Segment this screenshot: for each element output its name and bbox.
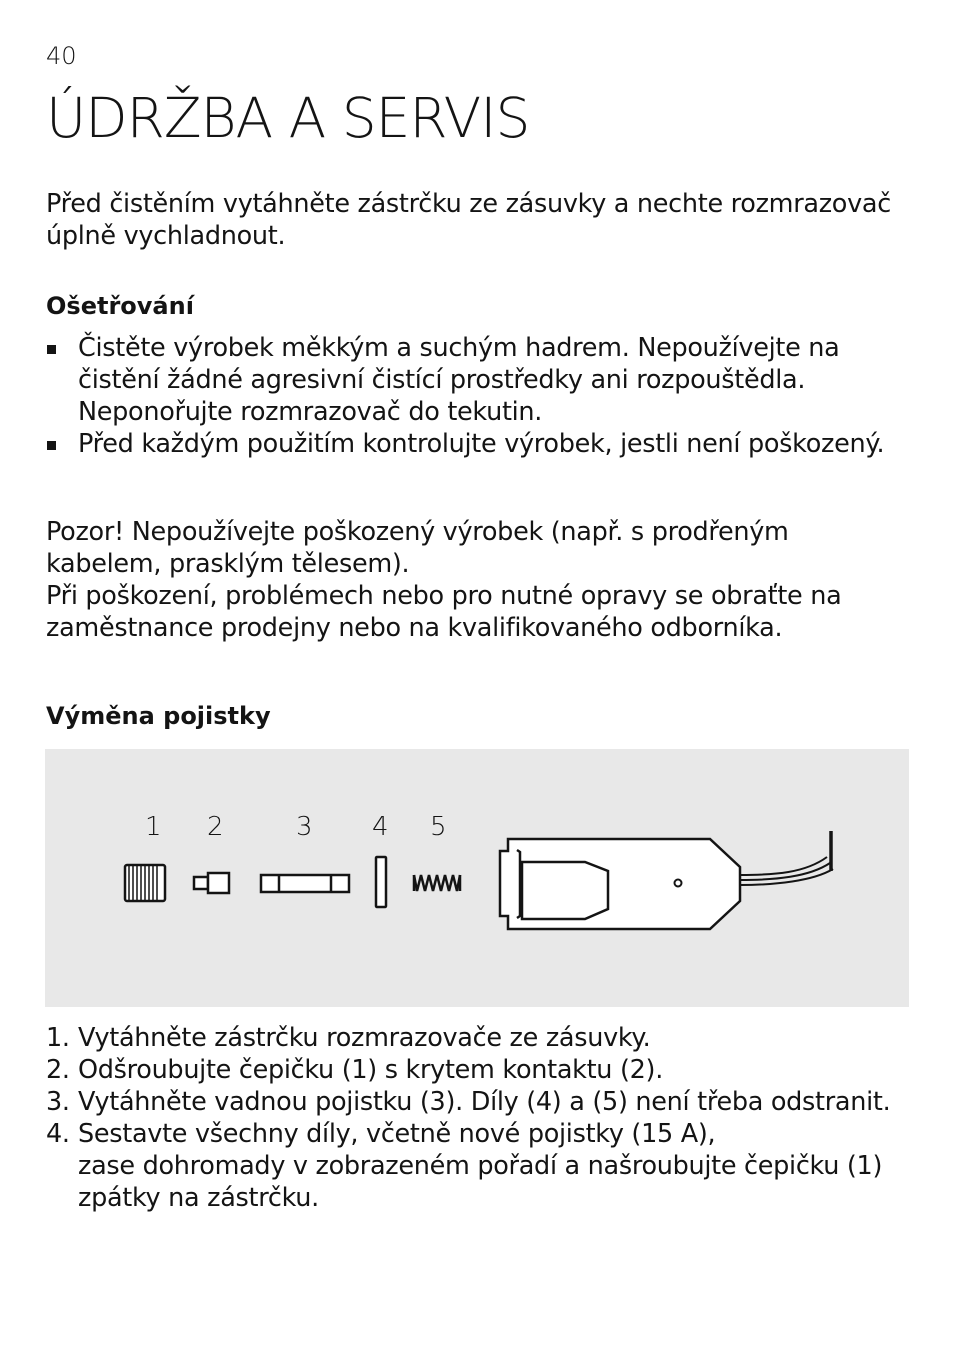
step-number: 4.	[46, 1119, 70, 1149]
warning-paragraph	[46, 516, 841, 644]
steps-list	[46, 1022, 890, 1214]
bullet-line: Před každým použitím kontrolujte výrobek, jestli není poškozený.	[78, 429, 885, 459]
care-bullet-list	[46, 332, 884, 460]
step-line: Vytáhněte vadnou pojistku (3). Díly (4) a (5) není třeba odstranit.	[78, 1087, 891, 1117]
part-label-4: 4	[372, 812, 389, 842]
plug-icon	[500, 831, 833, 929]
illustration-drawing	[45, 749, 909, 1007]
spring-icon	[414, 875, 460, 891]
step-line: Odšroubujte čepičku (1) s krytem kontaktu (2).	[78, 1055, 664, 1085]
step-line: Vytáhněte zástrčku rozmrazovače ze zásuvky.	[78, 1023, 651, 1053]
page-number: 40	[46, 42, 77, 70]
fuse-heading: Výměna pojistky	[46, 702, 271, 730]
intro-paragraph	[46, 188, 891, 252]
step-line: zpátky na zástrčku.	[78, 1183, 319, 1213]
contact-cover-icon	[194, 873, 229, 893]
step-number: 1.	[46, 1023, 70, 1053]
list-item	[46, 428, 884, 460]
step-line: zase dohromady v zobrazeném pořadí a našroubujte čepičku (1)	[78, 1151, 883, 1181]
bullet-square-icon	[47, 345, 56, 354]
intro-line: Před čistěním vytáhněte zástrčku ze zásuvky a nechte rozmrazovač	[46, 189, 891, 219]
warning-line: kabelem, prasklým tělesem).	[46, 549, 410, 579]
warning-line: Pozor! Nepoužívejte poškozený výrobek (např. s prodřeným	[46, 517, 789, 547]
step-line: Sestavte všechny díly, včetně nové pojistky (15 A),	[78, 1119, 716, 1149]
intro-line: úplně vychladnout.	[46, 221, 286, 251]
part-label-1: 1	[145, 812, 162, 842]
bullet-line: čistění žádné agresivní čistící prostředky ani rozpouštědla.	[78, 365, 806, 395]
part-label-3: 3	[296, 812, 313, 842]
part-label-5: 5	[430, 812, 447, 842]
fuse-icon	[261, 875, 349, 892]
bullet-line: Čistěte výrobek měkkým a suchým hadrem. Nepoužívejte na	[78, 333, 840, 363]
list-item	[46, 332, 884, 428]
step-number: 2.	[46, 1055, 70, 1085]
page-title: ÚDRŽBA A SERVIS	[46, 86, 530, 150]
list-item	[46, 1086, 890, 1118]
step-number: 3.	[46, 1087, 70, 1117]
care-heading: Ošetřování	[46, 292, 194, 320]
list-item	[46, 1118, 890, 1214]
warning-line: Při poškození, problémech nebo pro nutné opravy se obraťte na	[46, 581, 842, 611]
fuse-replacement-illustration	[45, 749, 909, 1007]
bullet-square-icon	[47, 441, 56, 450]
list-item	[46, 1022, 890, 1054]
part-label-2: 2	[207, 812, 224, 842]
cap-icon	[125, 865, 165, 901]
washer-icon	[376, 857, 386, 907]
warning-line: zaměstnance prodejny nebo na kvalifikovaného odborníka.	[46, 613, 783, 643]
bullet-line: Neponořujte rozmrazovač do tekutin.	[78, 397, 543, 427]
list-item	[46, 1054, 890, 1086]
